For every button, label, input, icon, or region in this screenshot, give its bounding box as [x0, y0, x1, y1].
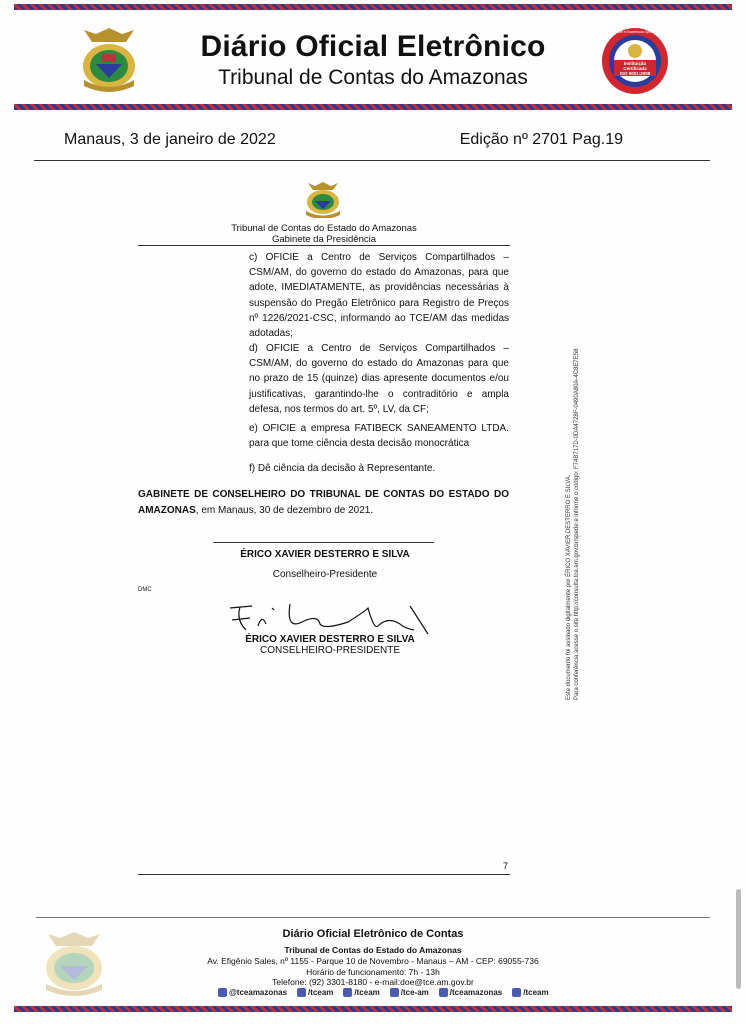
- social-facebook[interactable]: /tceam: [297, 988, 333, 997]
- social-instagram[interactable]: @tceamazonas: [218, 988, 287, 997]
- signature-line: [213, 542, 434, 543]
- footer-hours: Horário de funcionamento: 7h - 13h: [306, 967, 440, 977]
- initials: DMC: [138, 587, 152, 593]
- seal-ring-text: Qualidade e Excelência Operacional: [606, 30, 664, 34]
- social-flickr[interactable]: /tce-am: [390, 988, 429, 997]
- flickr-icon: [390, 988, 399, 997]
- seal-line-2: Certificada: [623, 66, 647, 71]
- top-decorative-stripe: [14, 4, 732, 10]
- document-bottom-line: [138, 874, 510, 875]
- side-note-line-1: Este documento foi assinado digitalmente por ÉRICO XAVIER DESTERRO E SILVA.: [566, 474, 572, 700]
- signer-role: Conselheiro-Presidente: [272, 569, 378, 580]
- footer-address: Av. Efigênio Sales, nº 1155 - Parque 10 de Novembro - Manaus – AM - CEP: 69055-736: [207, 956, 539, 966]
- gazette-subtitle: Tribunal de Contas do Amazonas: [218, 66, 528, 89]
- side-note-line-2: Para conferência acesse o site http://consulta.tce.am.gov.br/spede e informe o código: F74B717D-0DA4728F-0490A80A-4C8E7E58: [574, 348, 580, 700]
- document-page-number: 7: [503, 861, 509, 871]
- document-institution: Tribunal de Contas do Estado do Amazonas: [231, 223, 417, 234]
- paragraph-e: e) OFICIE a empresa FATIBECK SANEAMENTO LTDA. para que tome ciência desta decisão monocrática: [249, 423, 509, 450]
- edition-number: Edição nº 2701 Pag.19: [459, 131, 623, 148]
- footer-divider: [36, 917, 710, 918]
- tce-small-emblem-icon: [300, 180, 346, 218]
- digital-signature-note: [565, 348, 746, 716]
- seal-line-1: Instituição: [623, 61, 647, 66]
- seal-line-3: ISO 9001:2008: [619, 71, 651, 76]
- footer-phone: Telefone: (92) 3301-8180 - e-mail:doe@tce.am.gov.br: [272, 977, 474, 987]
- footer-institution: Tribunal de Contas do Estado do Amazonas: [284, 945, 462, 955]
- social-soundcloud[interactable]: /tceam: [512, 988, 548, 997]
- gazette-title: Diário Oficial Eletrônico: [200, 30, 546, 63]
- bottom-decorative-stripe: [14, 1006, 732, 1012]
- scrollbar[interactable]: [736, 889, 741, 989]
- paragraph-d: d) OFICIE a Centro de Serviços Compartilhados – CSM/AM, do governo do estado do Amazonas para que no prazo de 15 (quinze) dias apresente documentos e/ou justificativas, garantindo-lhe o contraditório e ampla defesa, nos termos do art. 5º, LV, da CF;: [249, 343, 509, 415]
- social-youtube[interactable]: /tceamazonas: [439, 988, 502, 997]
- stamp-role: CONSELHEIRO-PRESIDENTE: [259, 645, 401, 656]
- paragraph-f: f) Dê ciência da decisão à Representante.: [249, 463, 436, 474]
- instagram-icon: [218, 988, 227, 997]
- social-twitter[interactable]: /tceam: [343, 988, 379, 997]
- social-links: [218, 988, 549, 997]
- header-bottom-stripe: [14, 104, 732, 110]
- stamp-name: ÉRICO XAVIER DESTERRO E SILVA: [245, 634, 415, 645]
- document-header-divider: [138, 245, 510, 246]
- facebook-icon: [297, 988, 306, 997]
- closing-statement: GABINETE DE CONSELHEIRO DO TRIBUNAL DE CONTAS DO ESTADO DO AMAZONAS, em Manaus, 30 de dezembro de 2021.: [138, 489, 509, 516]
- document-office: Gabinete da Presidência: [271, 234, 377, 245]
- twitter-icon: [343, 988, 352, 997]
- youtube-icon: [439, 988, 448, 997]
- edition-divider: [34, 160, 710, 161]
- paragraph-c: c) OFICIE a Centro de Serviços Compartilhados – CSM/AM, do governo do estado do Amazonas, para que adote, IMEDIATAMENTE, as providências necessárias à suspensão do Pregão Eletrônico para Registro de Preços nº 1226/2021-CSC, informando ao TCE/AM das medidas adotadas;: [249, 252, 509, 340]
- footer-title: Diário Oficial Eletrônico de Contas: [282, 928, 464, 940]
- signer-name: ÉRICO XAVIER DESTERRO E SILVA: [240, 549, 410, 560]
- edition-date: Manaus, 3 de janeiro de 2022: [64, 131, 276, 148]
- soundcloud-icon: [512, 988, 521, 997]
